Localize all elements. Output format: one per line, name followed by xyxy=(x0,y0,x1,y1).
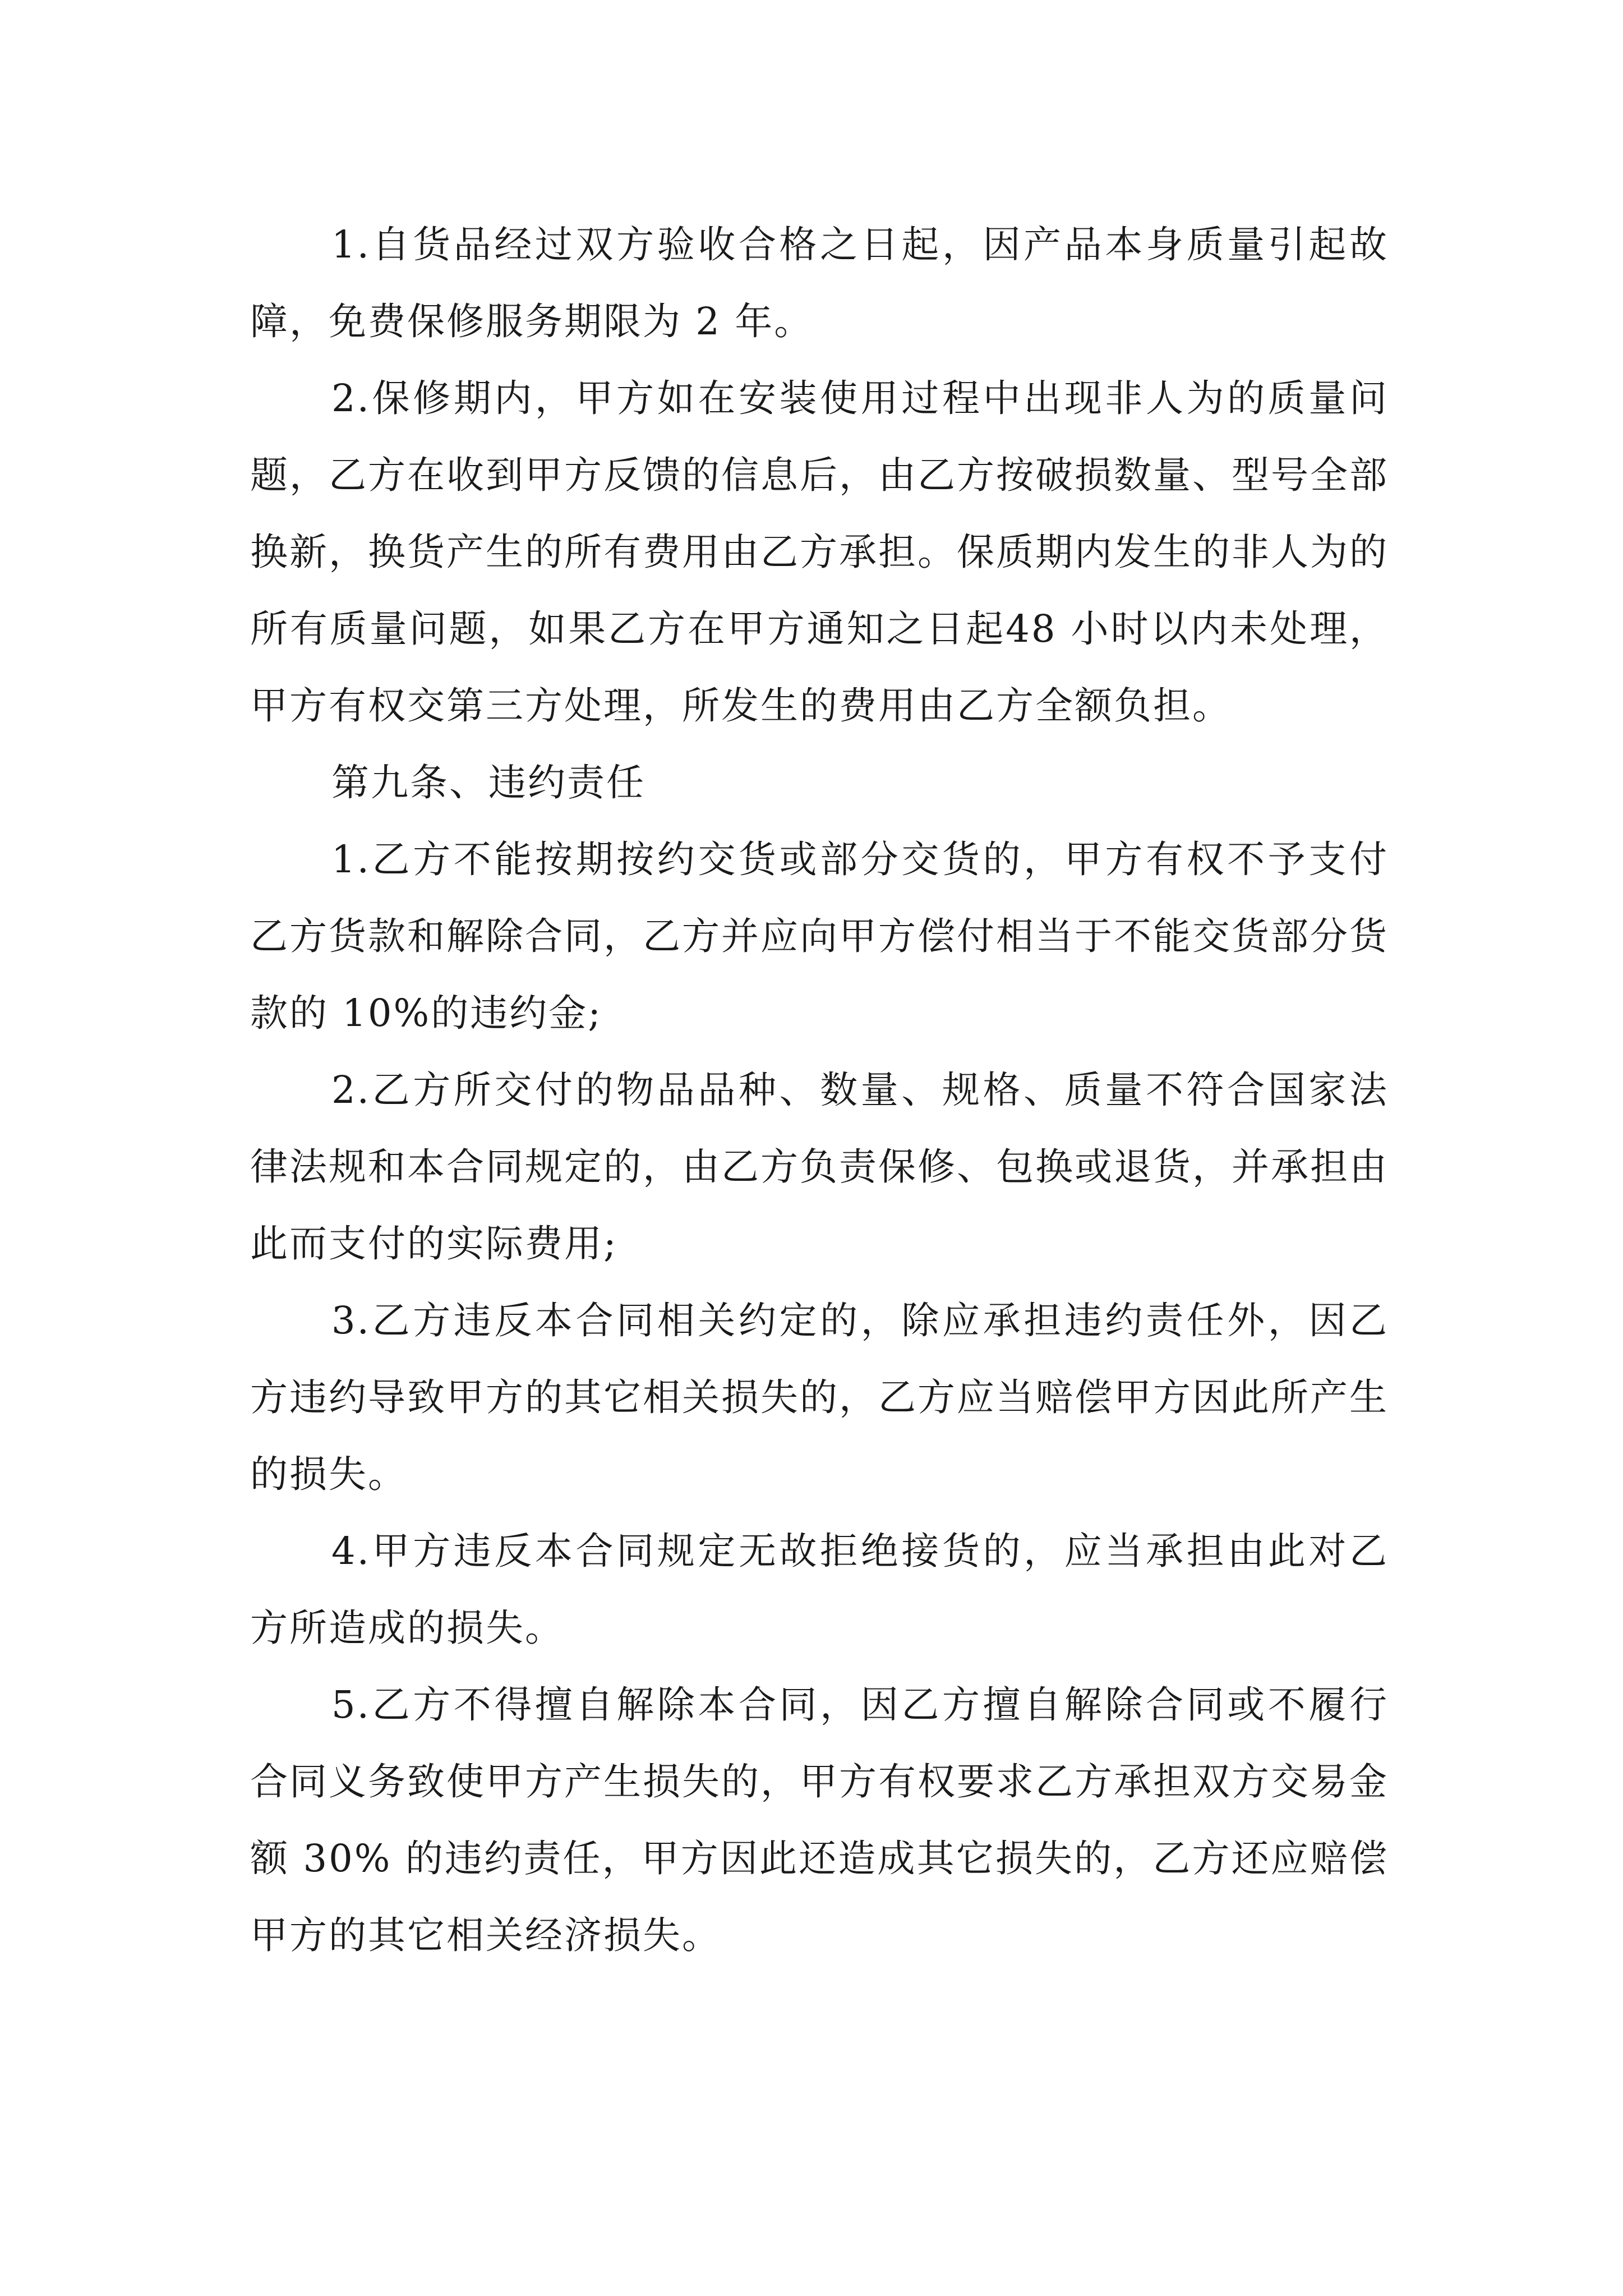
paragraph-breach-4: 4.甲方违反本合同规定无故拒绝接货的，应当承担由此对乙方所造成的损失。 xyxy=(250,1529,1389,1650)
paragraph-breach-5: 5.乙方不得擅自解除本合同，因乙方擅自解除合同或不履行合同义务致使甲方产生损失的，甲方有权要求乙方承担双方交易金额 30% 的违约责任，甲方因此还造成其它损失的，乙方还应赔偿甲方的其它相关经济损失。 xyxy=(250,1683,1389,1957)
paragraph-breach-2: 2.乙方所交付的物品品种、数量、规格、质量不符合国家法律法规和本合同规定的，由乙方负责保修、包换或退货，并承担由此而支付的实际费用; xyxy=(250,1068,1389,1266)
paragraph-warranty-period: 1.自货品经过双方验收合格之日起，因产品本身质量引起故障，免费保修服务期限为 2 年。 xyxy=(250,223,1389,343)
section-heading-breach-liability: 第九条、违约责任 xyxy=(331,761,645,804)
paragraph-breach-3: 3.乙方违反本合同相关约定的，除应承担违约责任外，因乙方违约导致甲方的其它相关损失的，乙方应当赔偿甲方因此所产生的损失。 xyxy=(250,1299,1389,1496)
paragraph-warranty-quality-issues: 2.保修期内，甲方如在安装使用过程中出现非人为的质量问题，乙方在收到甲方反馈的信息后，由乙方按破损数量、型号全部换新，换货产生的所有费用由乙方承担。保质期内发生的非人为的所有质量问题，如果乙方在甲方通知之日起48 小时以内未处理，甲方有权交第三方处理，所发生的费用由乙方全额负担。 xyxy=(250,376,1389,728)
paragraph-breach-1: 1.乙方不能按期按约交货或部分交货的，甲方有权不予支付乙方货款和解除合同，乙方并应向甲方偿付相当于不能交货部分货款的 10%的违约金; xyxy=(250,838,1389,1035)
document-body xyxy=(250,206,1389,1974)
